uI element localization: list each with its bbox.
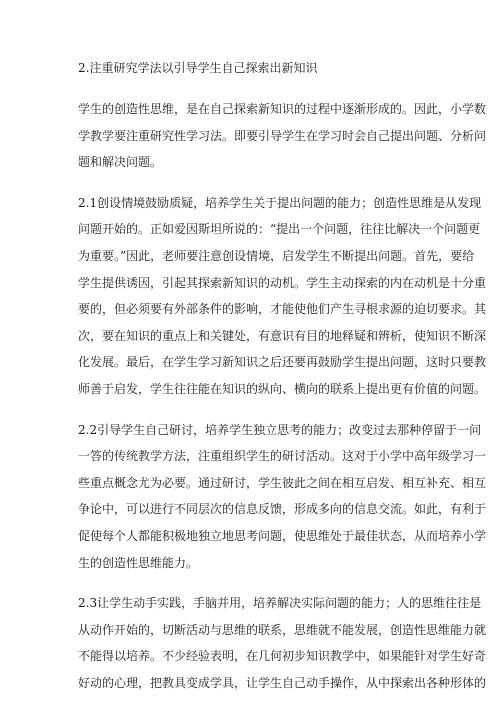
text-line: 争论中，可以进行不同层次的信息反馈，形成多向的信息交流。如此，有利于 (78, 502, 487, 517)
document-page (78, 58, 487, 710)
paragraph-2-1 (78, 190, 487, 403)
text-line: 2.3让学生动手实践，手脑并用，培养解决实际问题的能力；人的思维往往是 (78, 596, 482, 611)
text-line: 为重要。”因此，老师要注意创设情境，启发学生不断提出问题。首先，要给 (78, 248, 475, 263)
text-line: 化发展。最后，在学生学习新知识之后还要再鼓励学生提出问题，这时只要教 (78, 355, 487, 370)
paragraph-intro (78, 96, 487, 176)
text-line: 不能得以培养。不少经验表明，在几何初步知识教学中，如果能针对学生好奇 (78, 649, 487, 664)
text-line: 些重点概念尤为必要。通过研讨，学生彼此之间在相互启发、相互补充、相互 (78, 475, 487, 490)
text-line: 学教学要注重研究性学习法。即要引导学生在学习时会自己提出问题、分析问 (78, 128, 487, 143)
text-line: 一答的传统教学方法，注重组织学生的研讨活动。这对于小学中高年级学习一 (78, 449, 487, 464)
paragraph-2-2 (78, 417, 487, 577)
section-heading: 2.注重研究学法以引导学生自己探索出新知识 (78, 61, 318, 75)
text-line: 好动的心理，把教具变成学具，让学生自己动手操作，从中探索出各种形体的 (78, 675, 487, 690)
text-line: 2.2引导学生自己研讨，培养学生独立思考的能力；改变过去那种停留于一问 (78, 422, 482, 437)
text-line: 生的创造性思维能力。 (78, 555, 199, 570)
text-line: 师善于启发，学生往往能在知识的纵向、横向的联系上提出更有价值的问题。 (78, 381, 487, 396)
paragraph-2-3 (78, 590, 487, 696)
text-line: 要的，但必须要有外部条件的影响，才能使他们产生寻根求源的迫切要求。其 (78, 302, 487, 317)
text-line: 题和解决问题。 (78, 155, 163, 170)
text-line: 2.1创设情境鼓励质疑，培养学生关于提出问题的能力；创造性思维是从发现 (78, 195, 482, 210)
text-line: 促使每个人都能积极地独立地思考问题，使思维处于最佳状态，从而培养小学 (78, 528, 487, 543)
text-line: 从动作开始的，切断活动与思维的联系，思维就不能发展，创造性思维能力就 (78, 622, 487, 637)
text-line: 次，要在知识的重点上和关键处，有意识有目的地释疑和辨析，使知识不断深 (78, 328, 487, 343)
text-line: 学生的创造性思维，是在自己探索新知识的过程中逐渐形成的。因此，小学数 (78, 102, 487, 116)
text-line: 学生提供诱因，引起其探索新知识的动机。学生主动探索的内在动机是十分重 (78, 275, 487, 290)
text-line: 问题开始的。正如爱因斯坦所说的：“提出一个问题，往往比解决一个问题更 (78, 222, 481, 237)
